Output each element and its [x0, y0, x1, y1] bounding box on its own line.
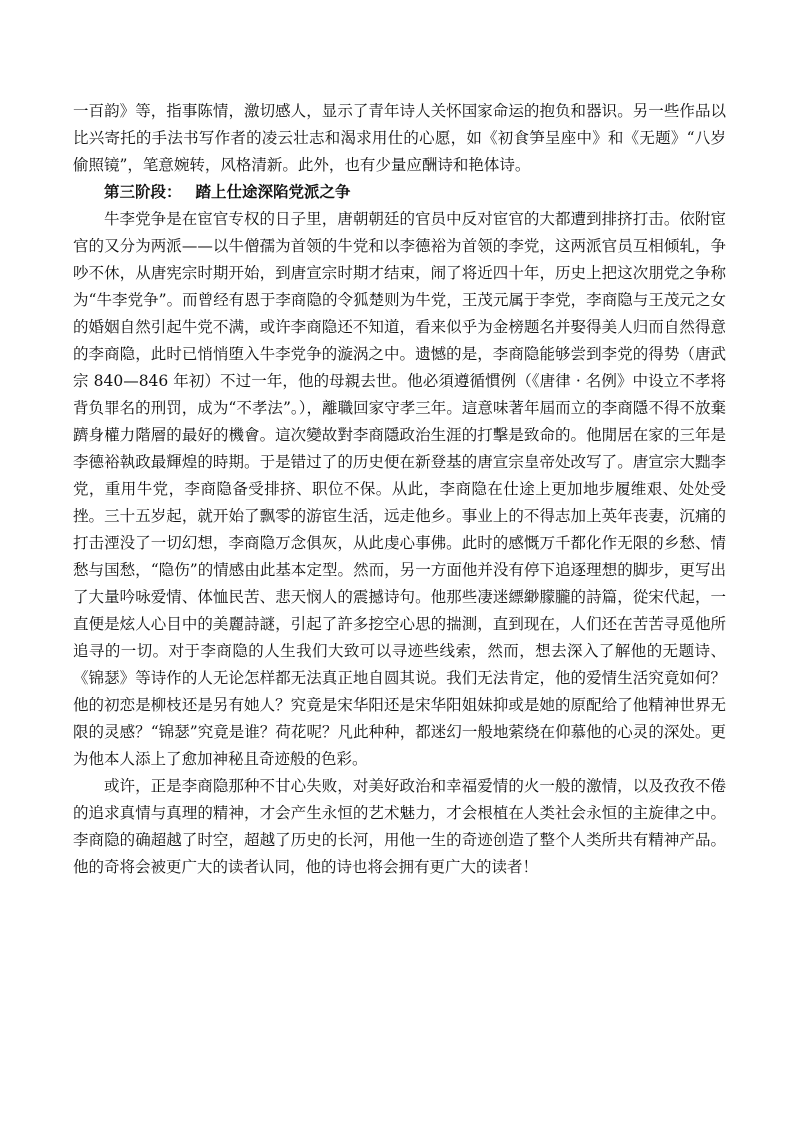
- section-heading-title: 踏上仕途深陷党派之争: [195, 183, 351, 201]
- document-page: [73, 98, 726, 881]
- section-heading: [73, 179, 726, 206]
- body-paragraph-niu-li-dispute: 牛李党争是在宦官专权的日子里，唐朝朝廷的官员中反对宦官的大都遭到排挤打击。依附宦官的又分为两派——以牛僧孺为首领的牛党和以李德裕为首领的李党，这两派官员互相倾轧，争吵不休，从唐宪宗时期开始，到唐宣宗时期才结束，闹了将近四十年，历史上把这次朋党之争称为“牛李党争”。而曾经有恩于李商隐的令狐楚则为牛党，王茂元属于李党，李商隐与王茂元之女的婚姻自然引起牛党不满，或许李商隐还不知道，看来似乎为金榜题名并娶得美人归而自然得意的李商隐，此时已悄悄堕入牛李党争的漩涡之中。遗憾的是，李商隐能够尝到李党的得势（唐武宗 840—846 年初）不过一年，他的母親去世。他必須遵循慣例（《唐律 · 名例》中设立不孝将背负罪名的刑罚，成为“不孝法”。），離職回家守孝三年。這意味著年屆而立的李商隱不得不放棄躋身權力階層的最好的機會。這次變故對李商隱政治生涯的打擊是致命的。他閒居在家的三年是李德裕執政最輝煌的時期。于是错过了的历史便在新登基的唐宣宗皇帝处改写了。唐宣宗大黜李党，重用牛党，李商隐备受排挤、职位不保。从此，李商隐在仕途上更加地步履维艰、处处受挫。三十五岁起，就开始了飘零的游宦生活，远走他乡。事业上的不得志加上英年丧妻，沉痛的打击湮没了一切幻想，李商隐万念俱灰，从此虔心事佛。此时的感慨万千都化作无限的乡愁、情愁与国愁，“隐伤”的情感由此基本定型。然而，另一方面他并没有停下追逐理想的脚步，更写出了大量吟咏爱情、体恤民苦、悲天悯人的震撼诗句。他那些凄迷縹緲朦朧的詩篇，從宋代起，一直便是炫人心目中的美麗詩謎，引起了許多挖空心思的揣測，直到现在，人们还在苦苦寻觅他所追寻的一切。对于李商隐的人生我们大致可以寻迹些线索，然而，想去深入了解他的无题诗、《锦瑟》等诗作的人无论怎样都无法真正地自圆其说。我们无法肯定，他的爱情生活究竟如何？他的初恋是柳枝还是另有她人？究竟是宋华阳还是宋华阳姐妹抑或是她的原配给了他精神世界无限的灵感？“锦瑟”究竟是谁？荷花呢？凡此种种，都迷幻一般地萦绕在仰慕他的心灵的深处。更为他本人添上了愈加神秘且奇迹般的色彩。: [73, 210, 726, 768]
- body-paragraph-conclusion: 或许，正是李商隐那种不甘心失败，对美好政治和幸福爱情的火一般的激情，以及孜孜不倦的追求真情与真理的精神，才会产生永恒的艺术魅力，才会根植在人类社会永恒的主旋律之中。李商隐的确超越了时空，超越了历史的长河，用他一生的奇迹创造了整个人类所共有精神产品。他的奇将会被更广大的读者认同，他的诗也将会拥有更广大的读者！: [73, 777, 726, 876]
- section-heading-label: 第三阶段：: [104, 183, 182, 201]
- continuation-paragraph: 一百韵》等，指事陈情，激切感人，显示了青年诗人关怀国家命运的抱负和器识。另一些作品以比兴寄托的手法书写作者的凌云壮志和渴求用仕的心愿，如《初食笋呈座中》和《无题》“八岁偷照镜”，笔意婉转，风格清新。此外，也有少量应酬诗和艳体诗。: [73, 102, 726, 174]
